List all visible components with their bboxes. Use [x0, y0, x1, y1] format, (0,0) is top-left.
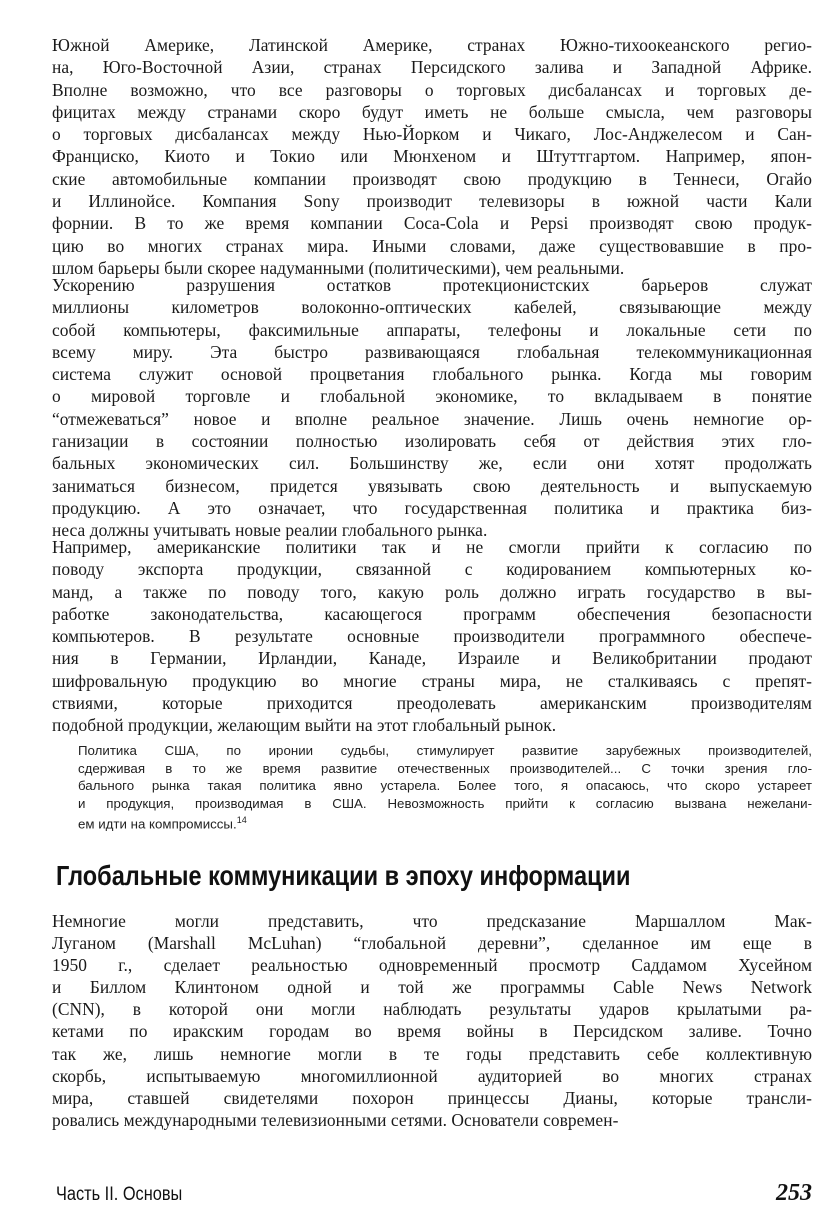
- text-line: продукцию. А это означает, что государственная политика и практика биз-: [52, 497, 812, 518]
- text-line: фицитах между странами скоро будут иметь не больше смысла, чем разговоры: [52, 101, 812, 122]
- text-line: так же, лишь немногие могли в те годы представить себе коллективную: [52, 1043, 812, 1064]
- section-heading: Глобальные коммуникации в эпоху информации: [56, 860, 631, 891]
- text-line: работке законодательства, касающегося программ обеспечения безопасности: [52, 603, 812, 624]
- text-line: Например, американские политики так и не смогли прийти к согласию по: [52, 537, 812, 557]
- text-line: собой компьютеры, факсимильные аппараты, телефоны и локальные сети по: [52, 319, 812, 340]
- text-line: скорбь, испытываемую многомиллионной аудиторией во многих странах: [52, 1065, 812, 1086]
- text-line: шлом барьеры были скорее надуманными (политическими), чем реальными.: [52, 257, 625, 278]
- text-line: кетами по иракским городам во время войны в Персидском заливе. Точно: [52, 1021, 812, 1042]
- text-line: о мировой торговле и глобальной экономике, то вкладываем в понятие: [52, 386, 812, 407]
- text-line: компьютеров. В результате основные производители программного обеспече-: [52, 626, 812, 647]
- text-line: Ускорению разрушения остатков протекционистских барьеров служат: [52, 275, 812, 295]
- text-line: Южной Америке, Латинской Америке, странах Южно-тихоокеанского регио-: [52, 35, 812, 55]
- footnote-reference: 14: [236, 815, 247, 826]
- page-number: 253: [776, 1180, 812, 1206]
- text-line: цию во многих странах мира. Иными словами, даже существовавшие в про-: [52, 235, 812, 256]
- text-line: о торговых дисбалансах между Нью-Йорком и Чикаго, Лос-Анджелесом и Сан-: [52, 124, 812, 145]
- paragraph-3: [52, 536, 812, 737]
- quote-line: и продукция, производимая в США. Невозможность прийти к согласию вызвана нежелани-: [78, 795, 812, 811]
- running-footer-section: Часть II. Основы: [56, 1184, 183, 1205]
- quote-line: сдерживая в то же время развитие отечественных производителей... С точки зрения гло-: [78, 760, 812, 776]
- text-line: Вполне возможно, что все разговоры о торговых дисбалансах и торговых де-: [52, 79, 812, 100]
- text-line: ния в Германии, Ирландии, Канаде, Израиле и Великобритании продают: [52, 648, 812, 669]
- text-line: “отмежеваться” новое и вполне реальное значение. Лишь очень немногие ор-: [52, 408, 812, 429]
- text-line: Немногие могли представить, что предсказание Маршаллом Мак-: [52, 911, 812, 931]
- text-line: миллионы километров волоконно-оптических кабелей, связывающие между: [52, 297, 812, 318]
- text-line: Луганом (Marshall McLuhan) “глобальной деревни”, сделанное им еще в: [52, 933, 812, 954]
- text-line: ганизации в состоянии полностью изолировать себя от действия этих гло-: [52, 431, 812, 452]
- quote-last-line: [78, 812, 812, 833]
- text-line: неса должны учитывать новые реалии глобального рынка.: [52, 520, 488, 541]
- text-line: манд, а также по поводу того, какую роль должно играть государство в вы-: [52, 581, 812, 602]
- text-line: и Иллинойсе. Компания Sony производит телевизоры в южной части Кали: [52, 191, 812, 212]
- block-quote: [78, 742, 812, 833]
- text-line: мира, ставшей свидетелями похорон принцессы Дианы, которые трансли-: [52, 1087, 812, 1108]
- paragraph-2: [52, 274, 812, 542]
- quote-line: бального рынка такая политика явно устарела. Более того, я опасаюсь, что скоро устареет: [78, 778, 812, 794]
- text-line: подобной продукции, желающим выйти на этот глобальный рынок.: [52, 715, 557, 736]
- text-line: ские автомобильные компании производят свою продукцию в Теннеси, Огайо: [52, 168, 812, 189]
- quote-last-line-text: ем идти на компромиссы.: [78, 816, 237, 832]
- text-line: 1950 г., сделает реальностью одновременный просмотр Саддамом Хусейном: [52, 955, 812, 976]
- quote-line: Политика США, по иронии судьбы, стимулирует развитие зарубежных производителей,: [78, 743, 812, 758]
- text-line: форнии. В то же время компании Coca-Cola и Pepsi производят свою продук-: [52, 213, 812, 234]
- text-line: заниматься бизнесом, придется увязывать свою деятельность и выпускаемую: [52, 475, 812, 496]
- paragraph-after-heading: [52, 910, 812, 1131]
- text-line: шифровальную продукцию во многие страны мира, не сталкиваясь с препят-: [52, 670, 812, 691]
- text-line: система служит основой процветания глобального рынка. Когда мы говорим: [52, 364, 812, 385]
- text-line: и Биллом Клинтоном одной и той же программы Cable News Network: [52, 977, 812, 998]
- text-line: поводу экспорта продукции, связанной с кодированием компьютерных ко-: [52, 559, 812, 580]
- text-line: бальных экономических сил. Большинству же, если они хотят продолжать: [52, 453, 812, 474]
- text-line: на, Юго-Восточной Азии, странах Персидского залива и Западной Африке.: [52, 57, 812, 78]
- paragraph-1: [52, 34, 812, 279]
- text-line: (CNN), в которой они могли наблюдать результаты ударов крылатыми ра-: [52, 999, 812, 1020]
- text-line: ровались международными телевизионными сетями. Основатели современ-: [52, 1109, 619, 1130]
- text-line: ствиями, которые приходится преодолевать американским производителям: [52, 693, 812, 714]
- text-line: Франциско, Киото и Токио или Мюнхеном и Штуттгартом. Например, япон-: [52, 146, 812, 167]
- text-line: всему миру. Эта быстро развивающаяся глобальная телекоммуникационная: [52, 341, 812, 362]
